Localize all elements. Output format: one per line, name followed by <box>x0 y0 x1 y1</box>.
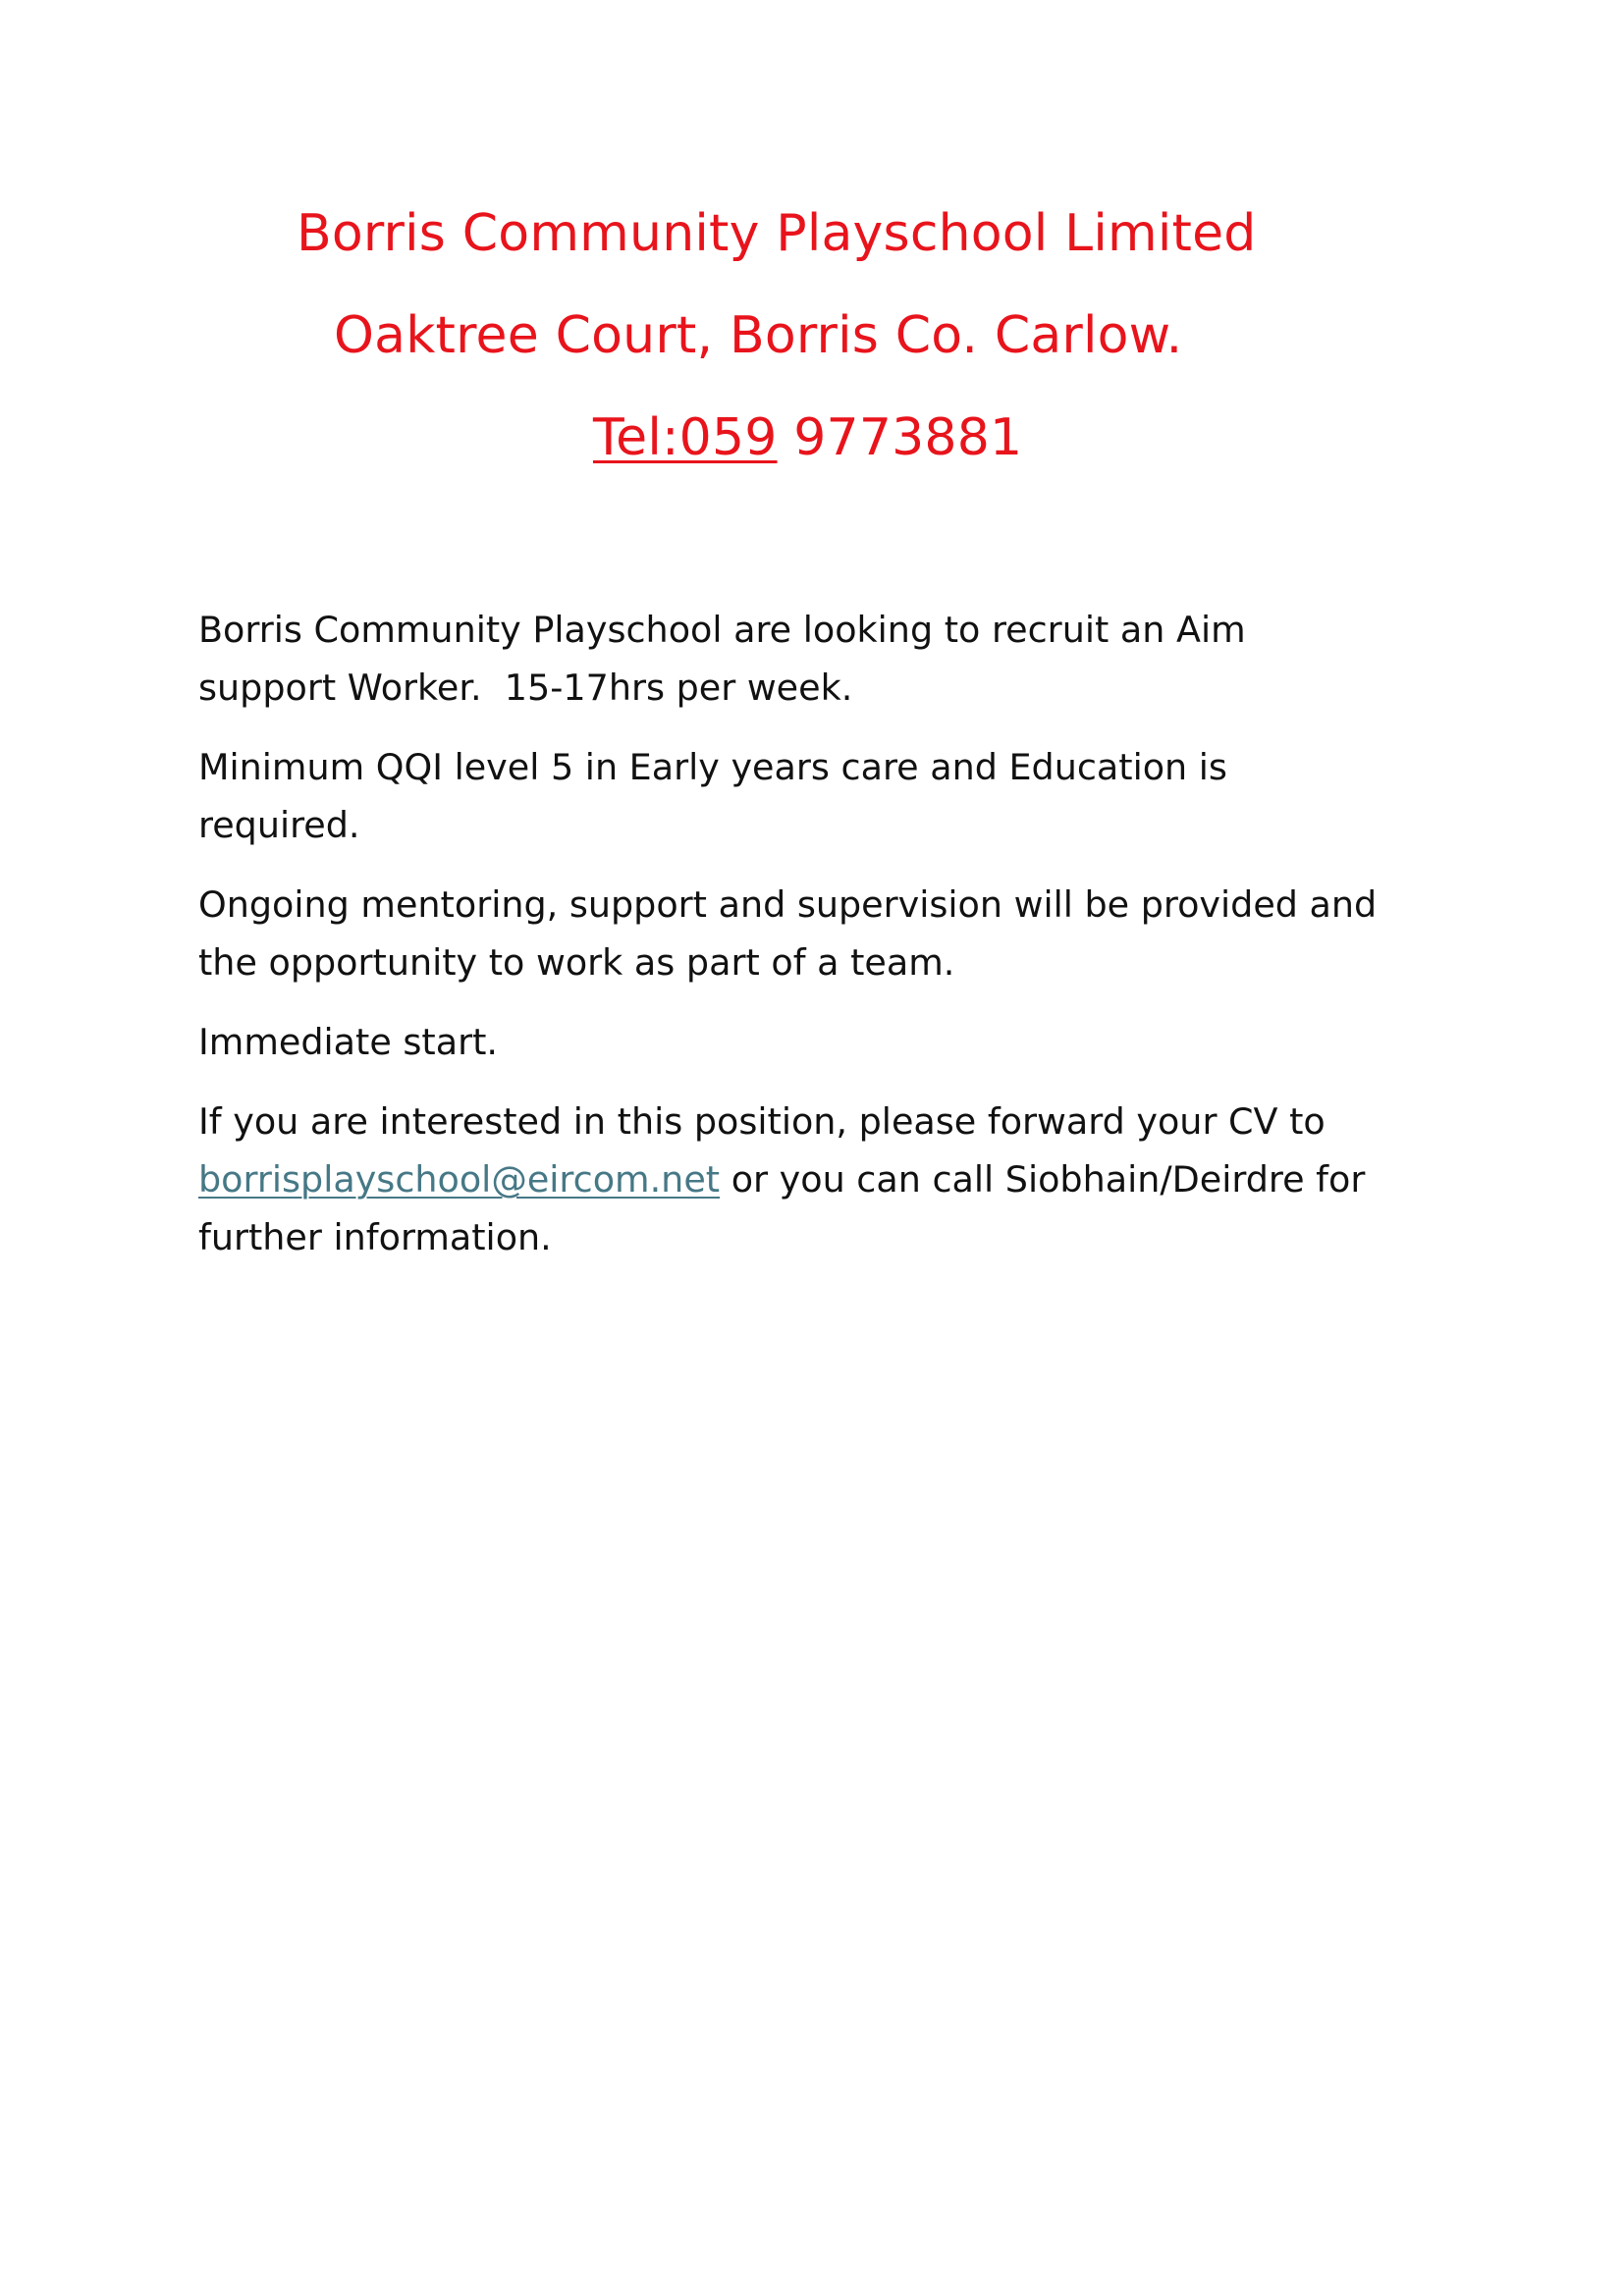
paragraph-recruitment <box>198 601 1475 717</box>
paragraph-contact-line-1: If you are interested in this position, please forward your CV to <box>198 1100 1326 1143</box>
organization-address-text: Oaktree Court, Borris Co. Carlow. <box>334 306 1183 365</box>
paragraph-recruitment-line-2: support Worker. 15-17hrs per week. <box>198 667 853 709</box>
organization-name-text: Borris Community Playschool Limited <box>297 204 1257 263</box>
paragraph-qualification-line-1: Minimum QQI level 5 in Early years care and Education is <box>198 746 1227 788</box>
email-link[interactable]: borrisplayschool@eircom.net <box>198 1158 721 1201</box>
paragraph-contact-line-3: further information. <box>198 1216 552 1258</box>
job-description <box>198 601 1475 1288</box>
paragraph-support-line-2: the opportunity to work as part of a team. <box>198 941 955 984</box>
paragraph-start <box>198 1013 1475 1071</box>
paragraph-contact <box>198 1093 1475 1266</box>
telephone-link[interactable]: Tel:059 <box>593 408 778 467</box>
paragraph-start-text: Immediate start. <box>198 1021 498 1063</box>
paragraph-recruitment-line-1: Borris Community Playschool are looking to recruit an Aim <box>198 609 1246 651</box>
paragraph-qualification-line-2: required. <box>198 804 360 846</box>
paragraph-support <box>198 876 1475 991</box>
telephone-line <box>593 406 1022 469</box>
paragraph-support-line-1: Ongoing mentoring, support and supervision will be provided and <box>198 883 1378 926</box>
paragraph-contact-after-email: or you can call Siobhain/Deirdre for <box>720 1158 1366 1201</box>
paragraph-qualification <box>198 738 1475 854</box>
telephone-number-rest: 9773881 <box>777 408 1023 467</box>
